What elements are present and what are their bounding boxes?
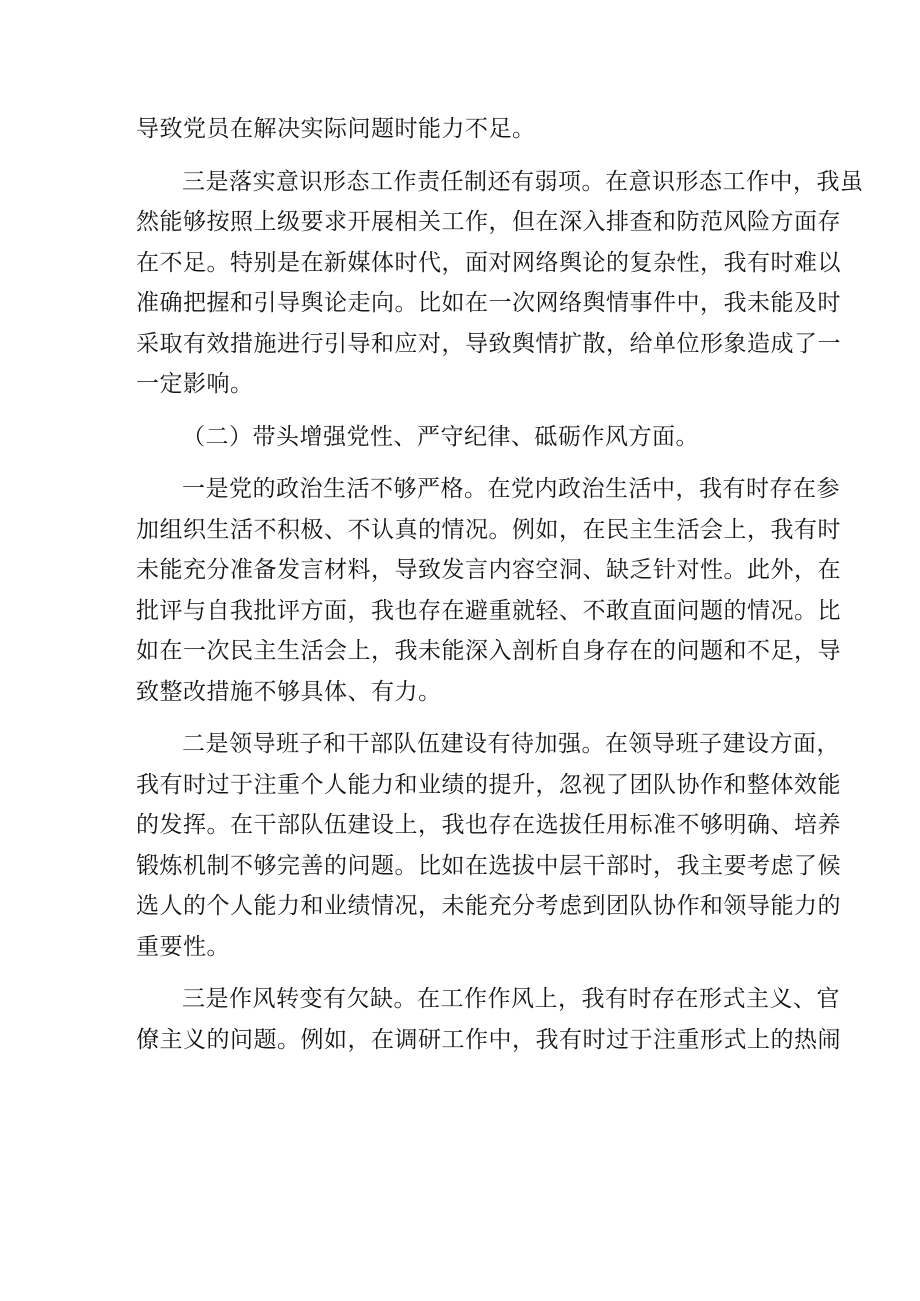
text-line: 如在一次民主生活会上，我未能深入剖析自身存在的问题和不足，导 xyxy=(136,638,841,664)
text-line: 三是落实意识形态工作责任制还有弱项。在意识形态工作中，我虽 xyxy=(182,168,864,195)
text-line: 未能充分准备发言材料，导致发言内容空洞、缺乏针对性。此外，在 xyxy=(136,557,841,583)
text-line: 导致党员在解决实际问题时能力不足。 xyxy=(136,116,536,142)
section-heading: （二）带头增强党性、严守纪律、砥砺作风方面。 xyxy=(182,423,699,450)
document-body xyxy=(136,109,864,1060)
text-line: 的发挥。在干部队伍建设上，我也存在选拔任用标准不够明确、培养 xyxy=(136,812,841,838)
text-line: 选人的个人能力和业绩情况，未能充分考虑到团队协作和领导能力的 xyxy=(136,893,841,919)
text-line: 一定影响。 xyxy=(136,371,254,397)
text-line: 重要性。 xyxy=(136,933,230,960)
text-line: 一是党的政治生活不够严格。在党内政治生活中，我有时存在参 xyxy=(182,476,840,502)
text-line: 僚主义的问题。例如，在调研工作中，我有时过于注重形式上的热闹 xyxy=(136,1026,841,1053)
text-line: 采取有效措施进行引导和应对，导致舆情扩散，给单位形象造成了一 xyxy=(136,330,841,357)
text-line: 批评与自我批评方面，我也存在避重就轻、不敢直面问题的情况。比 xyxy=(136,597,841,624)
text-line: 致整改措施不够具体、有力。 xyxy=(136,678,442,705)
text-line: 在不足。特别是在新媒体时代，面对网络舆论的复杂性，我有时难以 xyxy=(136,249,841,276)
text-line: 锻炼机制不够完善的问题。比如在选拔中层干部时，我主要考虑了候 xyxy=(136,852,841,879)
text-line: 二是领导班子和干部队伍建设有待加强。在领导班子建设方面， xyxy=(182,731,840,757)
text-line: 然能够按照上级要求开展相关工作，但在深入排查和防范风险方面存 xyxy=(136,209,841,235)
text-line: 加组织生活不积极、不认真的情况。例如，在民主生活会上，我有时 xyxy=(136,516,841,543)
text-line: 三是作风转变有欠缺。在工作作风上，我有时存在形式主义、官 xyxy=(182,986,840,1012)
text-line: 我有时过于注重个人能力和业绩的提升，忽视了团队协作和整体效能 xyxy=(136,771,841,798)
text-line: 准确把握和引导舆论走向。比如在一次网络舆情事件中，我未能及时 xyxy=(136,290,841,316)
